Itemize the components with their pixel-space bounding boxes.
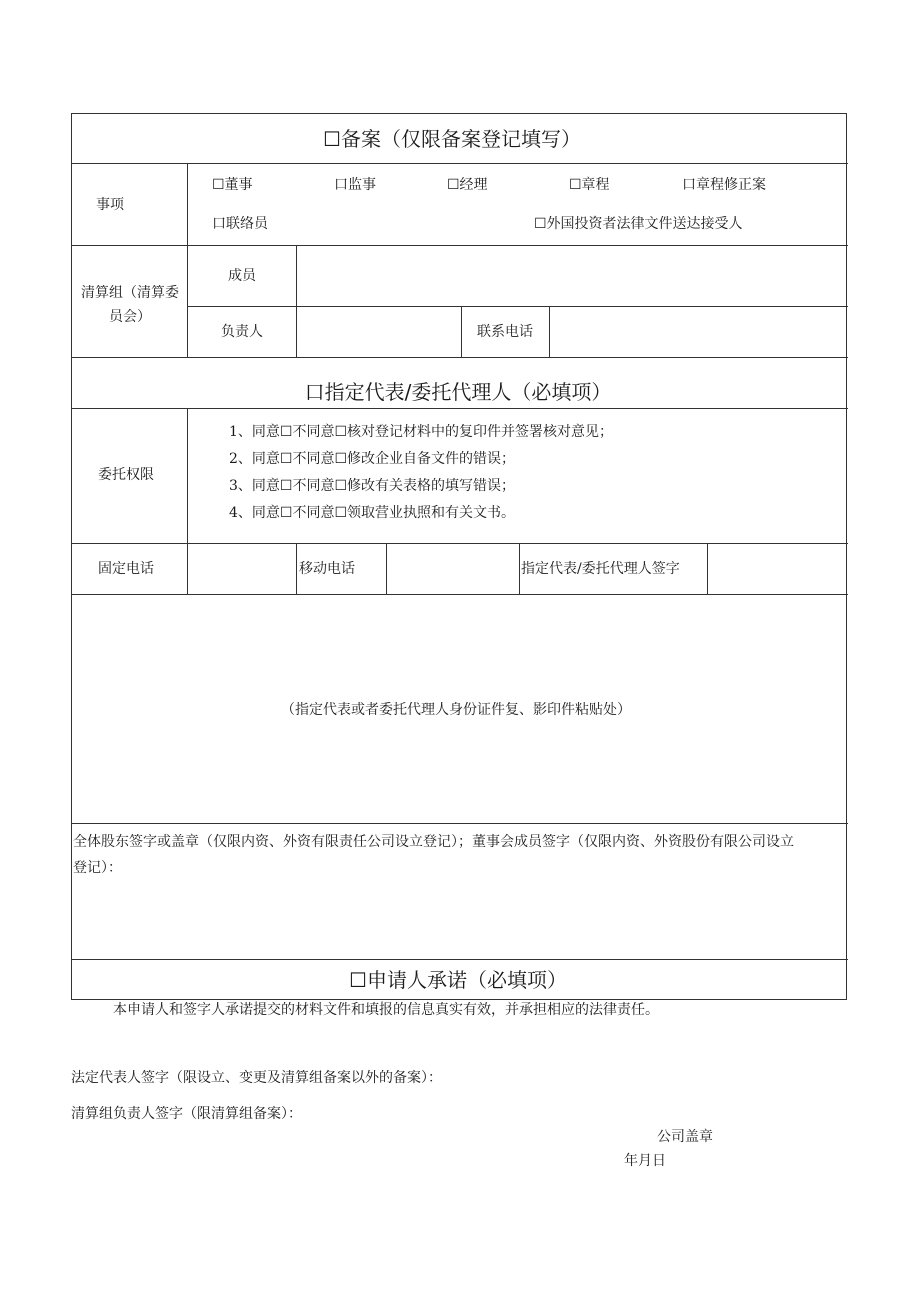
id-paste-area-label: （指定代表或者委托代理人身份证件复、影印件粘贴处） — [281, 702, 631, 718]
shareholders-signature-label: 登记）： — [73, 860, 122, 876]
divider — [72, 823, 848, 824]
commitment-statement: 本申请人和签字人承诺提交的材料文件和填报的信息真实有效，并承担相应的法律责任。 — [113, 1002, 659, 1018]
divider — [187, 408, 188, 594]
divider — [549, 306, 550, 357]
fixed-phone-label: 固定电话 — [98, 561, 154, 577]
divider — [296, 245, 297, 357]
authority-item[interactable]: 2、同意☐不同意☐修改企业自备文件的错误； — [229, 451, 516, 467]
authority-item[interactable]: 4、同意☐不同意☐领取营业执照和有关文书。 — [229, 505, 516, 521]
checkbox-liaison[interactable]: 口联络员 — [212, 216, 268, 232]
authority-item[interactable]: 3、同意☐不同意☐修改有关表格的填写错误； — [229, 478, 516, 494]
authority-item[interactable]: 1、同意☐不同意☐核对登记材料中的复印件并签署核对意见； — [229, 424, 614, 440]
divider — [296, 543, 297, 594]
checkbox-directors[interactable]: ☐董事 — [212, 177, 253, 193]
commitment-heading: ☐申请人承诺（必填项） — [349, 968, 567, 992]
checkbox-amendment[interactable]: 口章程修正案 — [682, 177, 766, 193]
divider — [72, 543, 848, 544]
legal-rep-signature-label: 法定代表人签字（限设立、变更及清算组备案以外的备案）： — [71, 1070, 442, 1086]
checkbox-manager[interactable]: ☐经理 — [447, 177, 488, 193]
mobile-phone-field[interactable] — [388, 545, 518, 593]
divider — [72, 959, 848, 960]
mobile-phone-label: 移动电话 — [299, 561, 355, 577]
authority-label: 委托权限 — [98, 467, 154, 483]
divider — [72, 408, 848, 409]
liquidation-leader-signature-label: 清算组负责人签字（限清算组备案）： — [71, 1106, 302, 1122]
divider — [707, 543, 708, 594]
filing-heading: ☐备案（仅限备案登记填写） — [323, 127, 581, 151]
divider — [187, 163, 188, 357]
liquidation-label: 清算组（清算委员会） — [81, 285, 179, 325]
checkbox-foreign-agent[interactable]: ☐外国投资者法律文件送达接受人 — [534, 216, 743, 232]
members-field[interactable] — [298, 247, 846, 305]
company-seal-label: 公司盖章 — [657, 1129, 713, 1145]
contact-phone-label: 联系电话 — [477, 324, 533, 340]
agent-signature-label: 指定代表/委托代理人签字 — [521, 561, 680, 577]
divider — [72, 245, 848, 246]
date-label: 年月日 — [624, 1153, 666, 1169]
divider — [188, 306, 848, 307]
matters-label: 事项 — [96, 197, 124, 213]
contact-phone-field[interactable] — [551, 308, 846, 356]
shareholders-signature-label: 全体股东签字或盖章（仅限内资、外资有限责任公司设立登记）；董事会成员签字（仅限内资、外资股份有限公司设立 — [73, 834, 794, 850]
fixed-phone-field[interactable] — [189, 545, 295, 593]
application-form — [71, 113, 847, 1000]
agent-signature-field[interactable] — [709, 545, 846, 593]
divider — [72, 357, 848, 358]
divider — [72, 163, 848, 164]
divider — [519, 543, 520, 594]
divider — [386, 543, 387, 594]
agent-heading: 口指定代表/委托代理人（必填项） — [304, 380, 612, 404]
members-label: 成员 — [228, 268, 256, 284]
checkbox-articles[interactable]: ☐章程 — [569, 177, 610, 193]
checkbox-supervisors[interactable]: 口监事 — [334, 177, 376, 193]
divider — [461, 306, 462, 357]
divider — [72, 594, 848, 595]
leader-label: 负责人 — [221, 324, 263, 340]
leader-field[interactable] — [298, 308, 460, 356]
